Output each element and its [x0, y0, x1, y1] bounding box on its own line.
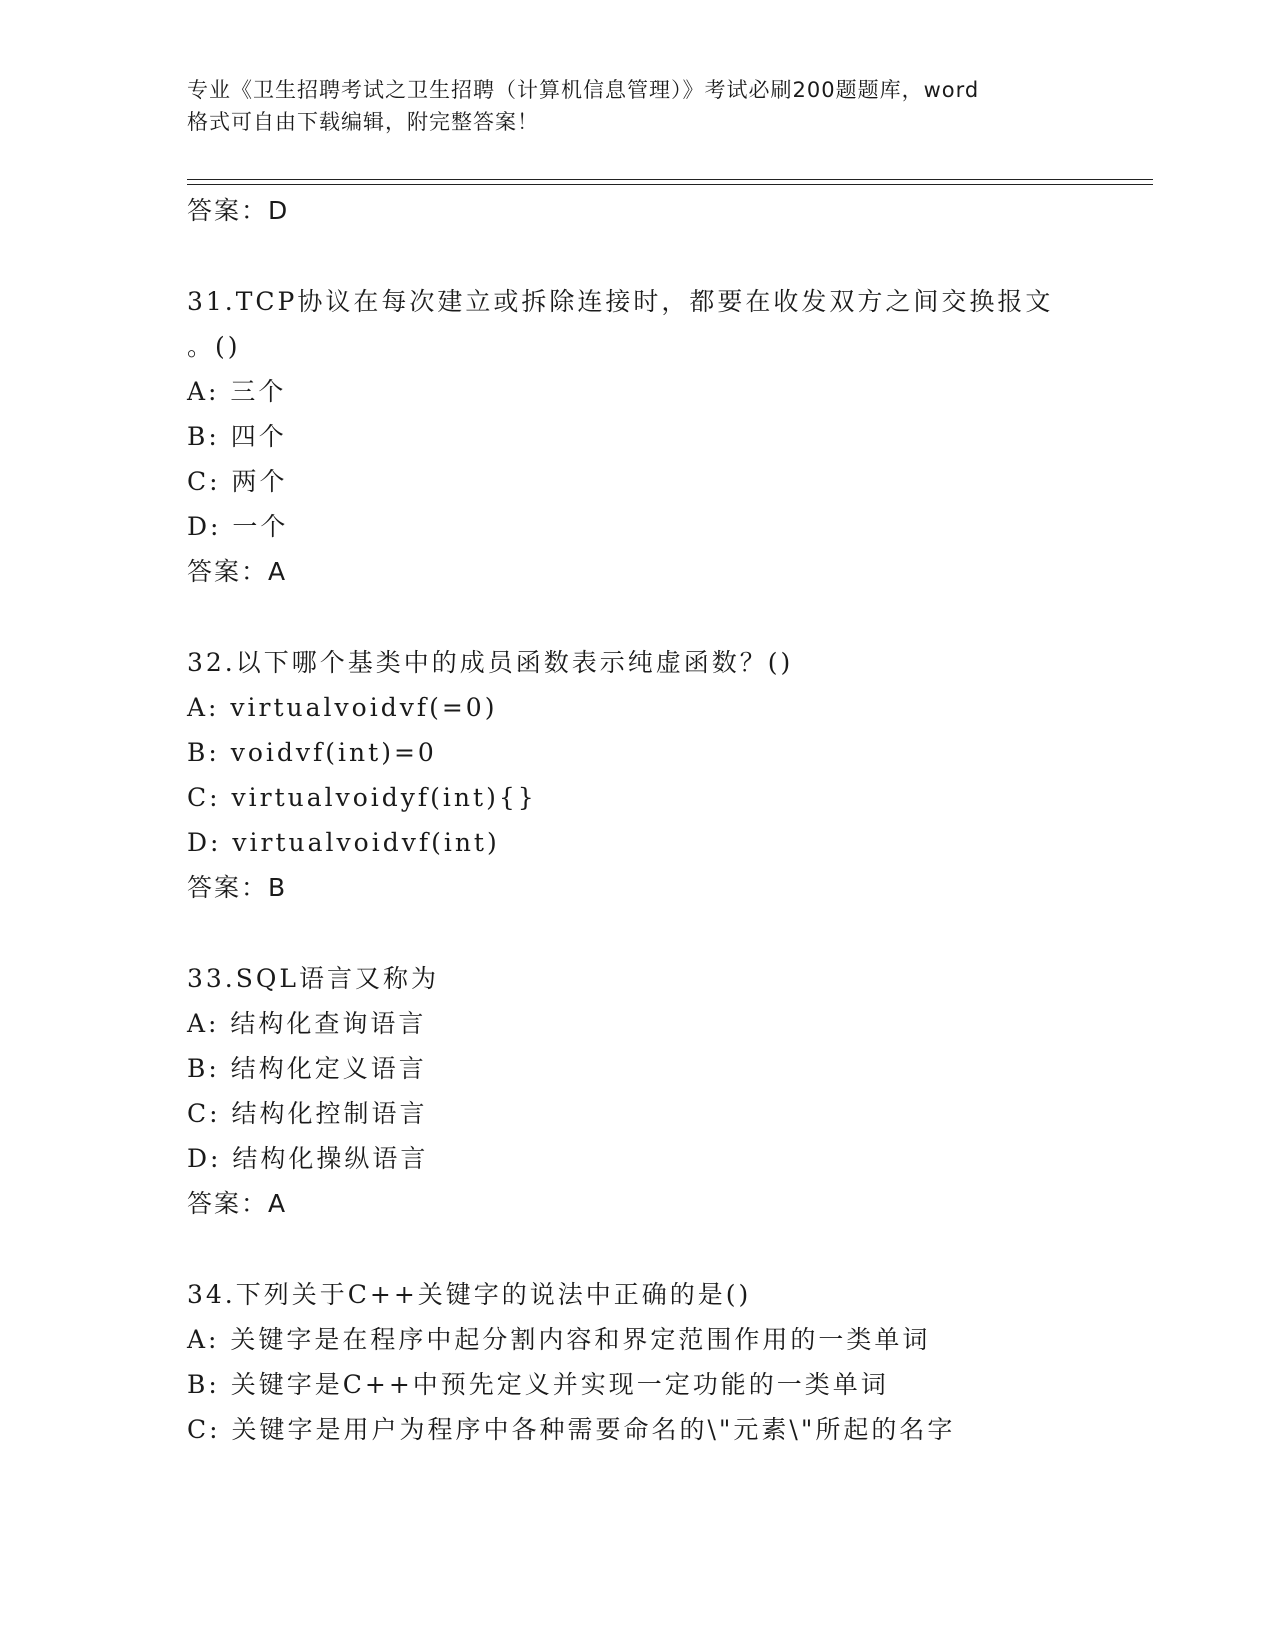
option-c: C: 关键字是用户为程序中各种需要命名的\"元素\"所起的名字 [187, 1415, 956, 1444]
question-content [187, 188, 1147, 1452]
header-line-2: 格式可自由下载编辑，附完整答案！ [187, 110, 539, 134]
previous-answer: 答案：D [187, 196, 290, 225]
question-31 [187, 279, 1147, 594]
question-33 [187, 956, 1147, 1226]
option-d: D: virtualvoidvf(int) [187, 828, 500, 857]
option-c: C: virtualvoidyf(int){} [187, 783, 537, 812]
answer: 答案：A [187, 1189, 288, 1218]
option-b: B: 四个 [187, 422, 287, 451]
spacer [187, 594, 1147, 640]
question-stem: 31.TCP协议在每次建立或拆除连接时，都要在收发双方之间交换报文 [187, 287, 1054, 316]
document-header [187, 74, 1087, 138]
answer: 答案：A [187, 557, 288, 586]
answer: 答案：B [187, 873, 288, 902]
spacer [187, 233, 1147, 279]
option-a: A: 三个 [187, 377, 287, 406]
option-d: D: 一个 [187, 512, 289, 541]
header-rule-bottom [187, 184, 1153, 185]
spacer [187, 1226, 1147, 1272]
option-a: A: 关键字是在程序中起分割内容和界定范围作用的一类单词 [187, 1325, 931, 1354]
question-34 [187, 1272, 1147, 1452]
option-b: B: 关键字是C++中预先定义并实现一定功能的一类单词 [187, 1370, 889, 1399]
option-a: A: 结构化查询语言 [187, 1009, 427, 1038]
header-rule-top [187, 179, 1153, 180]
header-line-1: 专业《卫生招聘考试之卫生招聘（计算机信息管理）》考试必刷200题题库，word [187, 78, 980, 102]
option-c: C: 结构化控制语言 [187, 1099, 428, 1128]
option-b: B: 结构化定义语言 [187, 1054, 427, 1083]
option-a: A: virtualvoidvf(=0) [187, 693, 498, 722]
spacer [187, 910, 1147, 956]
question-stem-continued: 。() [187, 332, 241, 361]
question-stem: 34.下列关于C++关键字的说法中正确的是() [187, 1280, 752, 1309]
option-c: C: 两个 [187, 467, 288, 496]
question-stem: 32.以下哪个基类中的成员函数表示纯虚函数？() [187, 648, 794, 677]
option-d: D: 结构化操纵语言 [187, 1144, 429, 1173]
question-32 [187, 640, 1147, 910]
question-stem: 33.SQL语言又称为 [187, 964, 439, 993]
option-b: B: voidvf(int)=0 [187, 738, 437, 767]
